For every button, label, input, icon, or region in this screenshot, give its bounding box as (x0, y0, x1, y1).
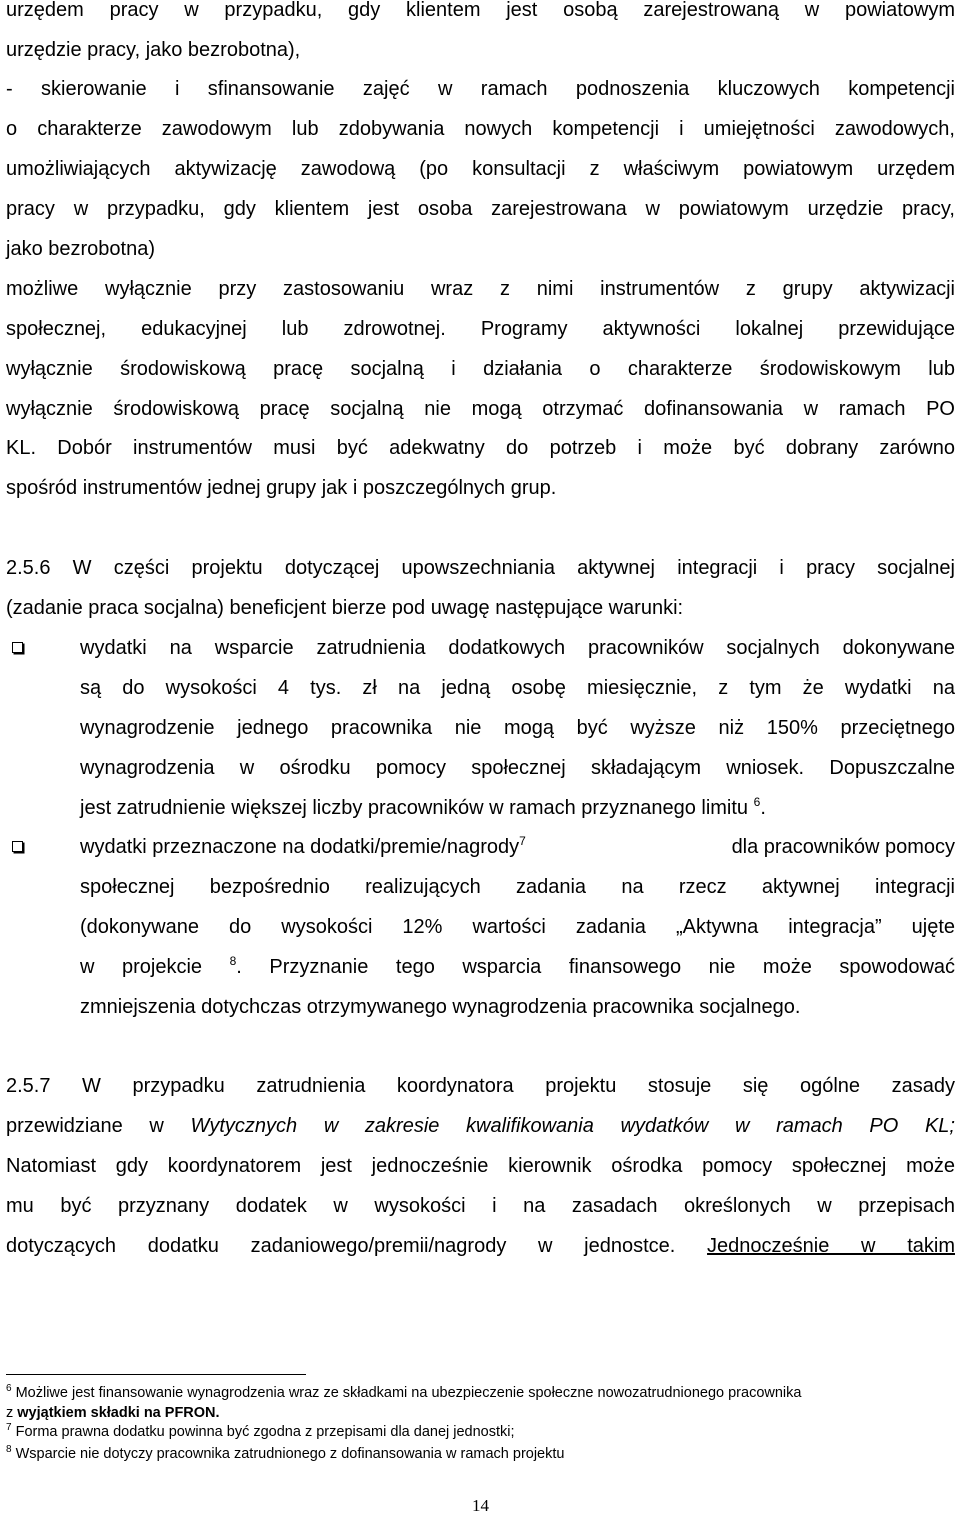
footnote-ref: 6 (753, 795, 761, 809)
bullet-text: jest zatrudnienie większej liczby pracowników w ramach przyznanego limitu (80, 797, 749, 819)
footnote-number: 8 (6, 1444, 12, 1455)
text-line: o charakterze zawodowym lub zdobywania nowych kompetencji i umiejętności zawodowych, (6, 118, 955, 140)
text-line: możliwe wyłącznie przy zastosowaniu wraz z nimi instrumentów z grupy aktywizacji (6, 278, 955, 300)
section-heading-line: 2.5.7 W przypadku zatrudnienia koordynatora projektu stosuje się ogólne zasady (6, 1075, 955, 1097)
footnote-text: z (6, 1405, 18, 1421)
punctuation: . (760, 797, 766, 819)
footnote-8 (6, 1444, 955, 1464)
footnote-bold-text: wyjątkiem składki na PFRON. (17, 1405, 220, 1421)
bullet-text-line: społecznej bezpośrednio realizujących zadania na rzecz aktywnej integracji (80, 876, 955, 898)
bullet-text-line: zmniejszenia dotychczas otrzymywanego wynagrodzenia pracownika socjalnego. (80, 996, 801, 1018)
text-line: wyłącznie środowiskową pracę socjalną i działania o charakterze środowiskowym lub (6, 358, 955, 380)
text-line: umożliwiających aktywizację zawodową (po konsultacji z właściwym powiatowym urzędem (6, 158, 955, 180)
section-heading-line: 2.5.6 W części projektu dotyczącej upowszechniania aktywnej integracji i pracy socjalnej (6, 557, 955, 579)
bullet-text-line: (dokonywane do wysokości 12% wartości zadania „Aktywna integracja” ujęte (80, 916, 955, 938)
bullet-text: wydatki przeznaczone na dodatki/premie/nagrody (80, 836, 520, 858)
footnote-ref: 7 (519, 834, 526, 848)
footnote-separator (6, 1374, 306, 1375)
text-line: spośród instrumentów jednej grupy jak i poszczególnych grup. (6, 477, 557, 499)
text-line (6, 1226, 955, 1266)
footnote-7 (6, 1422, 955, 1442)
footnote-number: 7 (6, 1422, 12, 1433)
bullet-text-line: wydatki na wsparcie zatrudnienia dodatkowych pracowników socjalnych dokonywane (80, 637, 955, 659)
bullet-text-line (80, 827, 955, 867)
page-number: 14 (472, 1496, 489, 1515)
bullet-text-line: są do wysokości 4 tys. zł na jedną osobę miesięcznie, z tym że wydatki na (80, 677, 955, 699)
italic-reference: Wytycznych w zakresie kwalifikowania wydatków w ramach PO KL; (190, 1115, 955, 1137)
bullet-text-line: wynagrodzenia w ośrodku pomocy społecznej składającym wniosek. Dopuszczalne (80, 757, 955, 779)
footnote-6-cont (6, 1403, 955, 1423)
checkbox-bullet-icon (12, 642, 23, 653)
footnote-text: Wsparcie nie dotyczy pracownika zatrudnionego z dofinansowania w ramach projektu (15, 1446, 565, 1462)
text-line (6, 1106, 955, 1146)
bullet-text: w projekcie (80, 956, 203, 978)
bullet-text-line: wynagrodzenie jednego pracownika nie mogą być wyższe niż 150% przeciętnego (80, 717, 955, 739)
footnote-text: Forma prawna dodatku powinna być zgodna z przepisami dla danej jednostki; (15, 1424, 515, 1440)
bullet-item (6, 827, 46, 867)
text: przewidziane w (6, 1115, 191, 1137)
text-line: urzędzie pracy, jako bezrobotna), (6, 39, 301, 61)
footnote-6 (6, 1383, 955, 1403)
bullet-text: dla pracowników pomocy (731, 836, 955, 858)
footnote-ref: 8 (229, 954, 237, 968)
text-line: pracy w przypadku, gdy klientem jest osoba zarejestrowana w powiatowym urzędzie pracy, (6, 198, 955, 220)
text-line: Natomiast gdy koordynatorem jest jednocześnie kierownik ośrodka pomocy społecznej może (6, 1155, 955, 1177)
checkbox-bullet-icon (12, 841, 23, 852)
bullet-text-line (80, 947, 955, 987)
text-line: - skierowanie i sfinansowanie zajęć w ramach podnoszenia kluczowych kompetencji (6, 78, 955, 100)
bullet-text: . Przyznanie tego wsparcia finansowego nie może spowodować (236, 956, 956, 978)
text-line: jako bezrobotna) (6, 238, 155, 260)
footnote-number: 6 (6, 1383, 12, 1394)
footnote-text: Możliwe jest finansowanie wynagrodzenia wraz ze składkami na ubezpieczenie społeczne nowozatrudnionego pracownika (15, 1385, 802, 1401)
text-line: urzędem pracy w przypadku, gdy klientem jest osobą zarejestrowaną w powiatowym (6, 0, 955, 21)
text-line: KL. Dobór instrumentów musi być adekwatny do potrzeb i może być dobrany zarówno (6, 437, 955, 459)
text-line: (zadanie praca socjalna) beneficjent bierze pod uwagę następujące warunki: (6, 597, 684, 619)
text: dotyczących dodatku zadaniowego/premii/nagrody w jednostce. (6, 1235, 708, 1257)
text-line: społecznej, edukacyjnej lub zdrowotnej. Programy aktywności lokalnej przewidujące (6, 318, 955, 340)
underlined-text: Jednocześnie w takim (707, 1235, 955, 1257)
text-line: wyłącznie środowiskową pracę socjalną nie mogą otrzymać dofinansowania w ramach PO (6, 398, 955, 420)
text-line: mu być przyznany dodatek w wysokości i na zasadach określonych w przepisach (6, 1195, 955, 1217)
bullet-item (6, 628, 46, 668)
bullet-text-line (80, 788, 955, 828)
